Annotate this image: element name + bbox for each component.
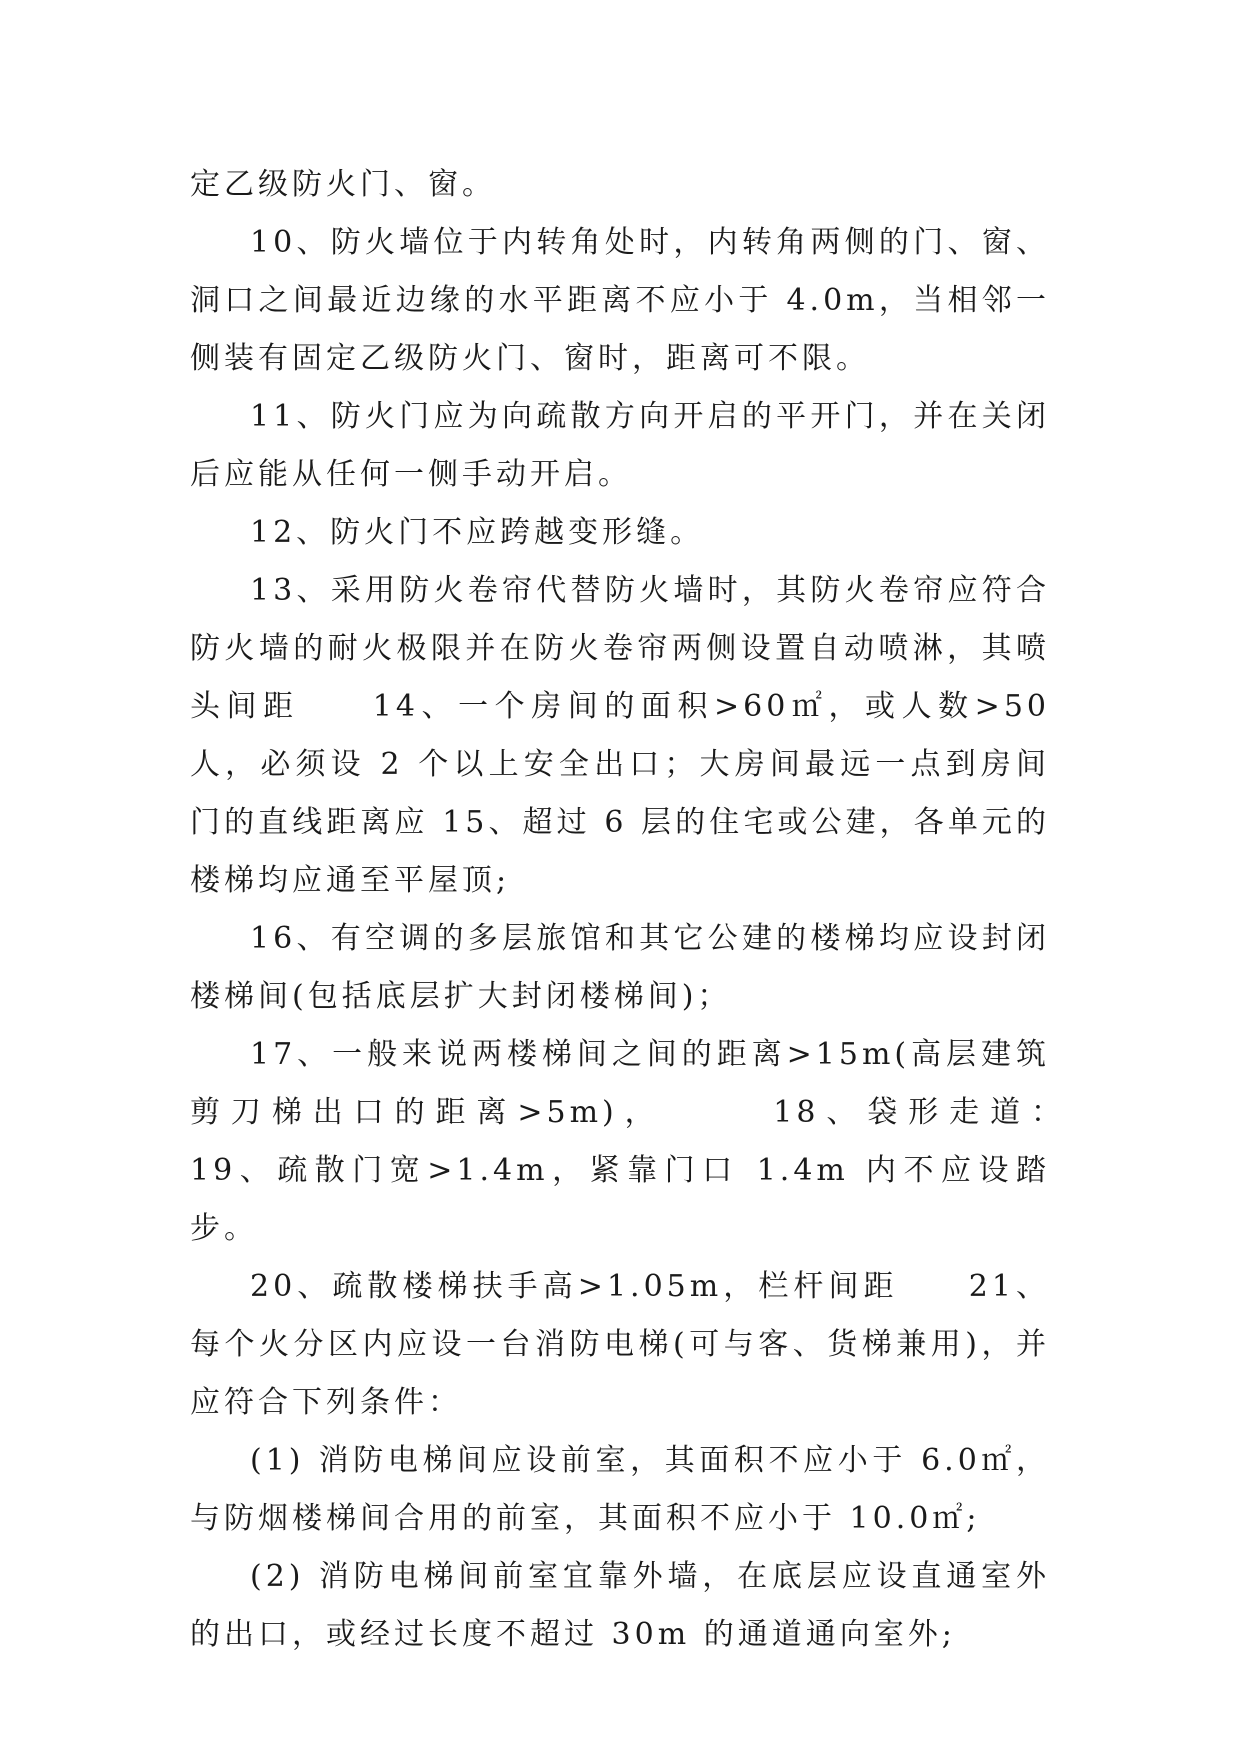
paragraph-fire-door-continuation: 定乙级防火门、窗。: [190, 167, 496, 202]
paragraph-item-13-15: 13、采用防火卷帘代替防火墙时，其防火卷帘应符合防火墙的耐火极限并在防火卷帘两侧设置自动喷淋，其喷头间距 14、一个房间的面积>60㎡，或人数>50 人，必须设 2 个以上安全出口；大房间最远一点到房间门的直线距离应 15、超过 6 层的住宅或公建，各单元的楼梯均应通至平屋顶;: [190, 573, 1050, 898]
paragraph-condition-1: (1) 消防电梯间应设前室，其面积不应小于 6.0㎡，与防烟楼梯间合用的前室，其面积不应小于 10.0㎡;: [190, 1443, 1050, 1536]
paragraph-item-11: 11、防火门应为向疏散方向开启的平开门，并在关闭后应能从任何一侧手动开启。: [190, 399, 1050, 492]
paragraph-item-10: 10、防火墙位于内转角处时，内转角两侧的门、窗、洞口之间最近边缘的水平距离不应小于 4.0m，当相邻一侧装有固定乙级防火门、窗时，距离可不限。: [190, 225, 1050, 376]
paragraph-item-16: 16、有空调的多层旅馆和其它公建的楼梯均应设封闭楼梯间(包括底层扩大封闭楼梯间)；: [190, 921, 1050, 1014]
paragraph-item-17-19: 17、一般来说两楼梯间之间的距离>15m(高层建筑剪刀梯出口的距离>5m)， 18、袋形走道： 19、疏散门宽>1.4m，紧靠门口 1.4m 内不应设踏步。: [190, 1037, 1152, 1246]
paragraph-item-20-21: 20、疏散楼梯扶手高>1.05m，栏杆间距 21、每个火分区内应设一台消防电梯(可与客、货梯兼用)，并应符合下列条件：: [190, 1269, 1050, 1420]
document-body: [190, 156, 1152, 1664]
paragraph-condition-2: (2) 消防电梯间前室宜靠外墙，在底层应设直通室外的出口，或经过长度不超过 30m 的通道通向室外;: [190, 1559, 1050, 1652]
paragraph-item-12: 12、防火门不应跨越变形缝。: [250, 515, 705, 550]
